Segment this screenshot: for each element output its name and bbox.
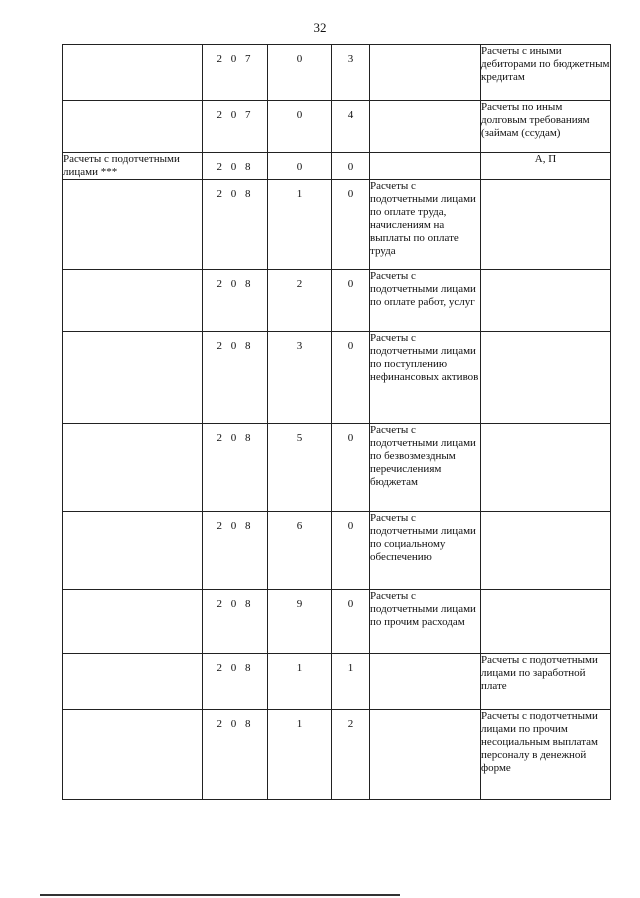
analytic-code-1-cell: 3 [268, 332, 332, 424]
analytic-code-1-cell: 9 [268, 590, 332, 654]
account-name-cell: Расчеты с подотчетными лицами по оплате работ, услуг [370, 270, 481, 332]
account-description-cell [481, 512, 611, 590]
account-description-cell: А, П [481, 153, 611, 180]
analytic-code-2-cell: 0 [332, 270, 370, 332]
account-description-cell: Расчеты по иным долговым требованиям (займам (ссудам) [481, 101, 611, 153]
scan-edge-line [40, 894, 400, 896]
account-group-cell [63, 710, 203, 800]
analytic-code-1-cell: 2 [268, 270, 332, 332]
table-row [63, 654, 611, 710]
account-name-cell: Расчеты с подотчетными лицами по социальному обеспечению [370, 512, 481, 590]
analytic-code-2-cell: 0 [332, 180, 370, 270]
analytic-code-2-cell: 0 [332, 512, 370, 590]
account-code-cell: 2 0 8 [203, 654, 268, 710]
table-row [63, 424, 611, 512]
account-group-cell [63, 270, 203, 332]
account-group-cell: Расчеты с подотчетными лицами *** [63, 153, 203, 180]
account-name-cell [370, 101, 481, 153]
account-group-cell [63, 512, 203, 590]
analytic-code-2-cell: 0 [332, 424, 370, 512]
account-description-cell [481, 424, 611, 512]
account-code-cell: 2 0 8 [203, 270, 268, 332]
account-group-cell [63, 654, 203, 710]
analytic-code-2-cell: 3 [332, 45, 370, 101]
account-name-cell [370, 710, 481, 800]
account-name-cell: Расчеты с подотчетными лицами по оплате труда, начислениям на выплаты по оплате труда [370, 180, 481, 270]
analytic-code-1-cell: 0 [268, 101, 332, 153]
account-code-cell: 2 0 7 [203, 45, 268, 101]
table-row [63, 332, 611, 424]
account-code-cell: 2 0 8 [203, 332, 268, 424]
table-row [63, 101, 611, 153]
table-row [63, 590, 611, 654]
analytic-code-1-cell: 0 [268, 45, 332, 101]
account-group-cell [63, 101, 203, 153]
account-description-cell [481, 590, 611, 654]
account-group-cell [63, 424, 203, 512]
account-group-cell [63, 590, 203, 654]
account-name-cell: Расчеты с подотчетными лицами по безвозмездным перечислениям бюджетам [370, 424, 481, 512]
table-row [63, 180, 611, 270]
account-description-cell [481, 180, 611, 270]
analytic-code-2-cell: 4 [332, 101, 370, 153]
account-code-cell: 2 0 8 [203, 180, 268, 270]
account-code-cell: 2 0 8 [203, 153, 268, 180]
table-row [63, 153, 611, 180]
table-row [63, 710, 611, 800]
account-name-cell [370, 654, 481, 710]
analytic-code-2-cell: 1 [332, 654, 370, 710]
account-name-cell: Расчеты с подотчетными лицами по поступлению нефинансовых активов [370, 332, 481, 424]
account-code-cell: 2 0 8 [203, 590, 268, 654]
analytic-code-1-cell: 6 [268, 512, 332, 590]
page-number: 32 [313, 20, 327, 35]
analytic-code-2-cell: 0 [332, 332, 370, 424]
analytic-code-2-cell: 0 [332, 153, 370, 180]
account-group-cell [63, 332, 203, 424]
analytic-code-1-cell: 1 [268, 710, 332, 800]
analytic-code-1-cell: 1 [268, 654, 332, 710]
account-description-cell [481, 332, 611, 424]
account-description-cell: Расчеты с подотчетными лицами по заработной плате [481, 654, 611, 710]
account-description-cell [481, 270, 611, 332]
analytic-code-2-cell: 2 [332, 710, 370, 800]
analytic-code-1-cell: 0 [268, 153, 332, 180]
account-code-cell: 2 0 8 [203, 710, 268, 800]
table-row [63, 45, 611, 101]
account-description-cell: Расчеты с подотчетными лицами по прочим несоциальным выплатам персоналу в денежной форме [481, 710, 611, 800]
table-row [63, 512, 611, 590]
account-name-cell [370, 153, 481, 180]
chart-of-accounts-table [62, 44, 611, 800]
analytic-code-1-cell: 1 [268, 180, 332, 270]
account-description-cell: Расчеты с иными дебиторами по бюджетным кредитам [481, 45, 611, 101]
account-name-cell: Расчеты с подотчетными лицами по прочим расходам [370, 590, 481, 654]
account-code-cell: 2 0 8 [203, 512, 268, 590]
account-code-cell: 2 0 7 [203, 101, 268, 153]
analytic-code-1-cell: 5 [268, 424, 332, 512]
account-code-cell: 2 0 8 [203, 424, 268, 512]
account-group-cell [63, 180, 203, 270]
account-name-cell [370, 45, 481, 101]
table-row [63, 270, 611, 332]
analytic-code-2-cell: 0 [332, 590, 370, 654]
account-group-cell [63, 45, 203, 101]
